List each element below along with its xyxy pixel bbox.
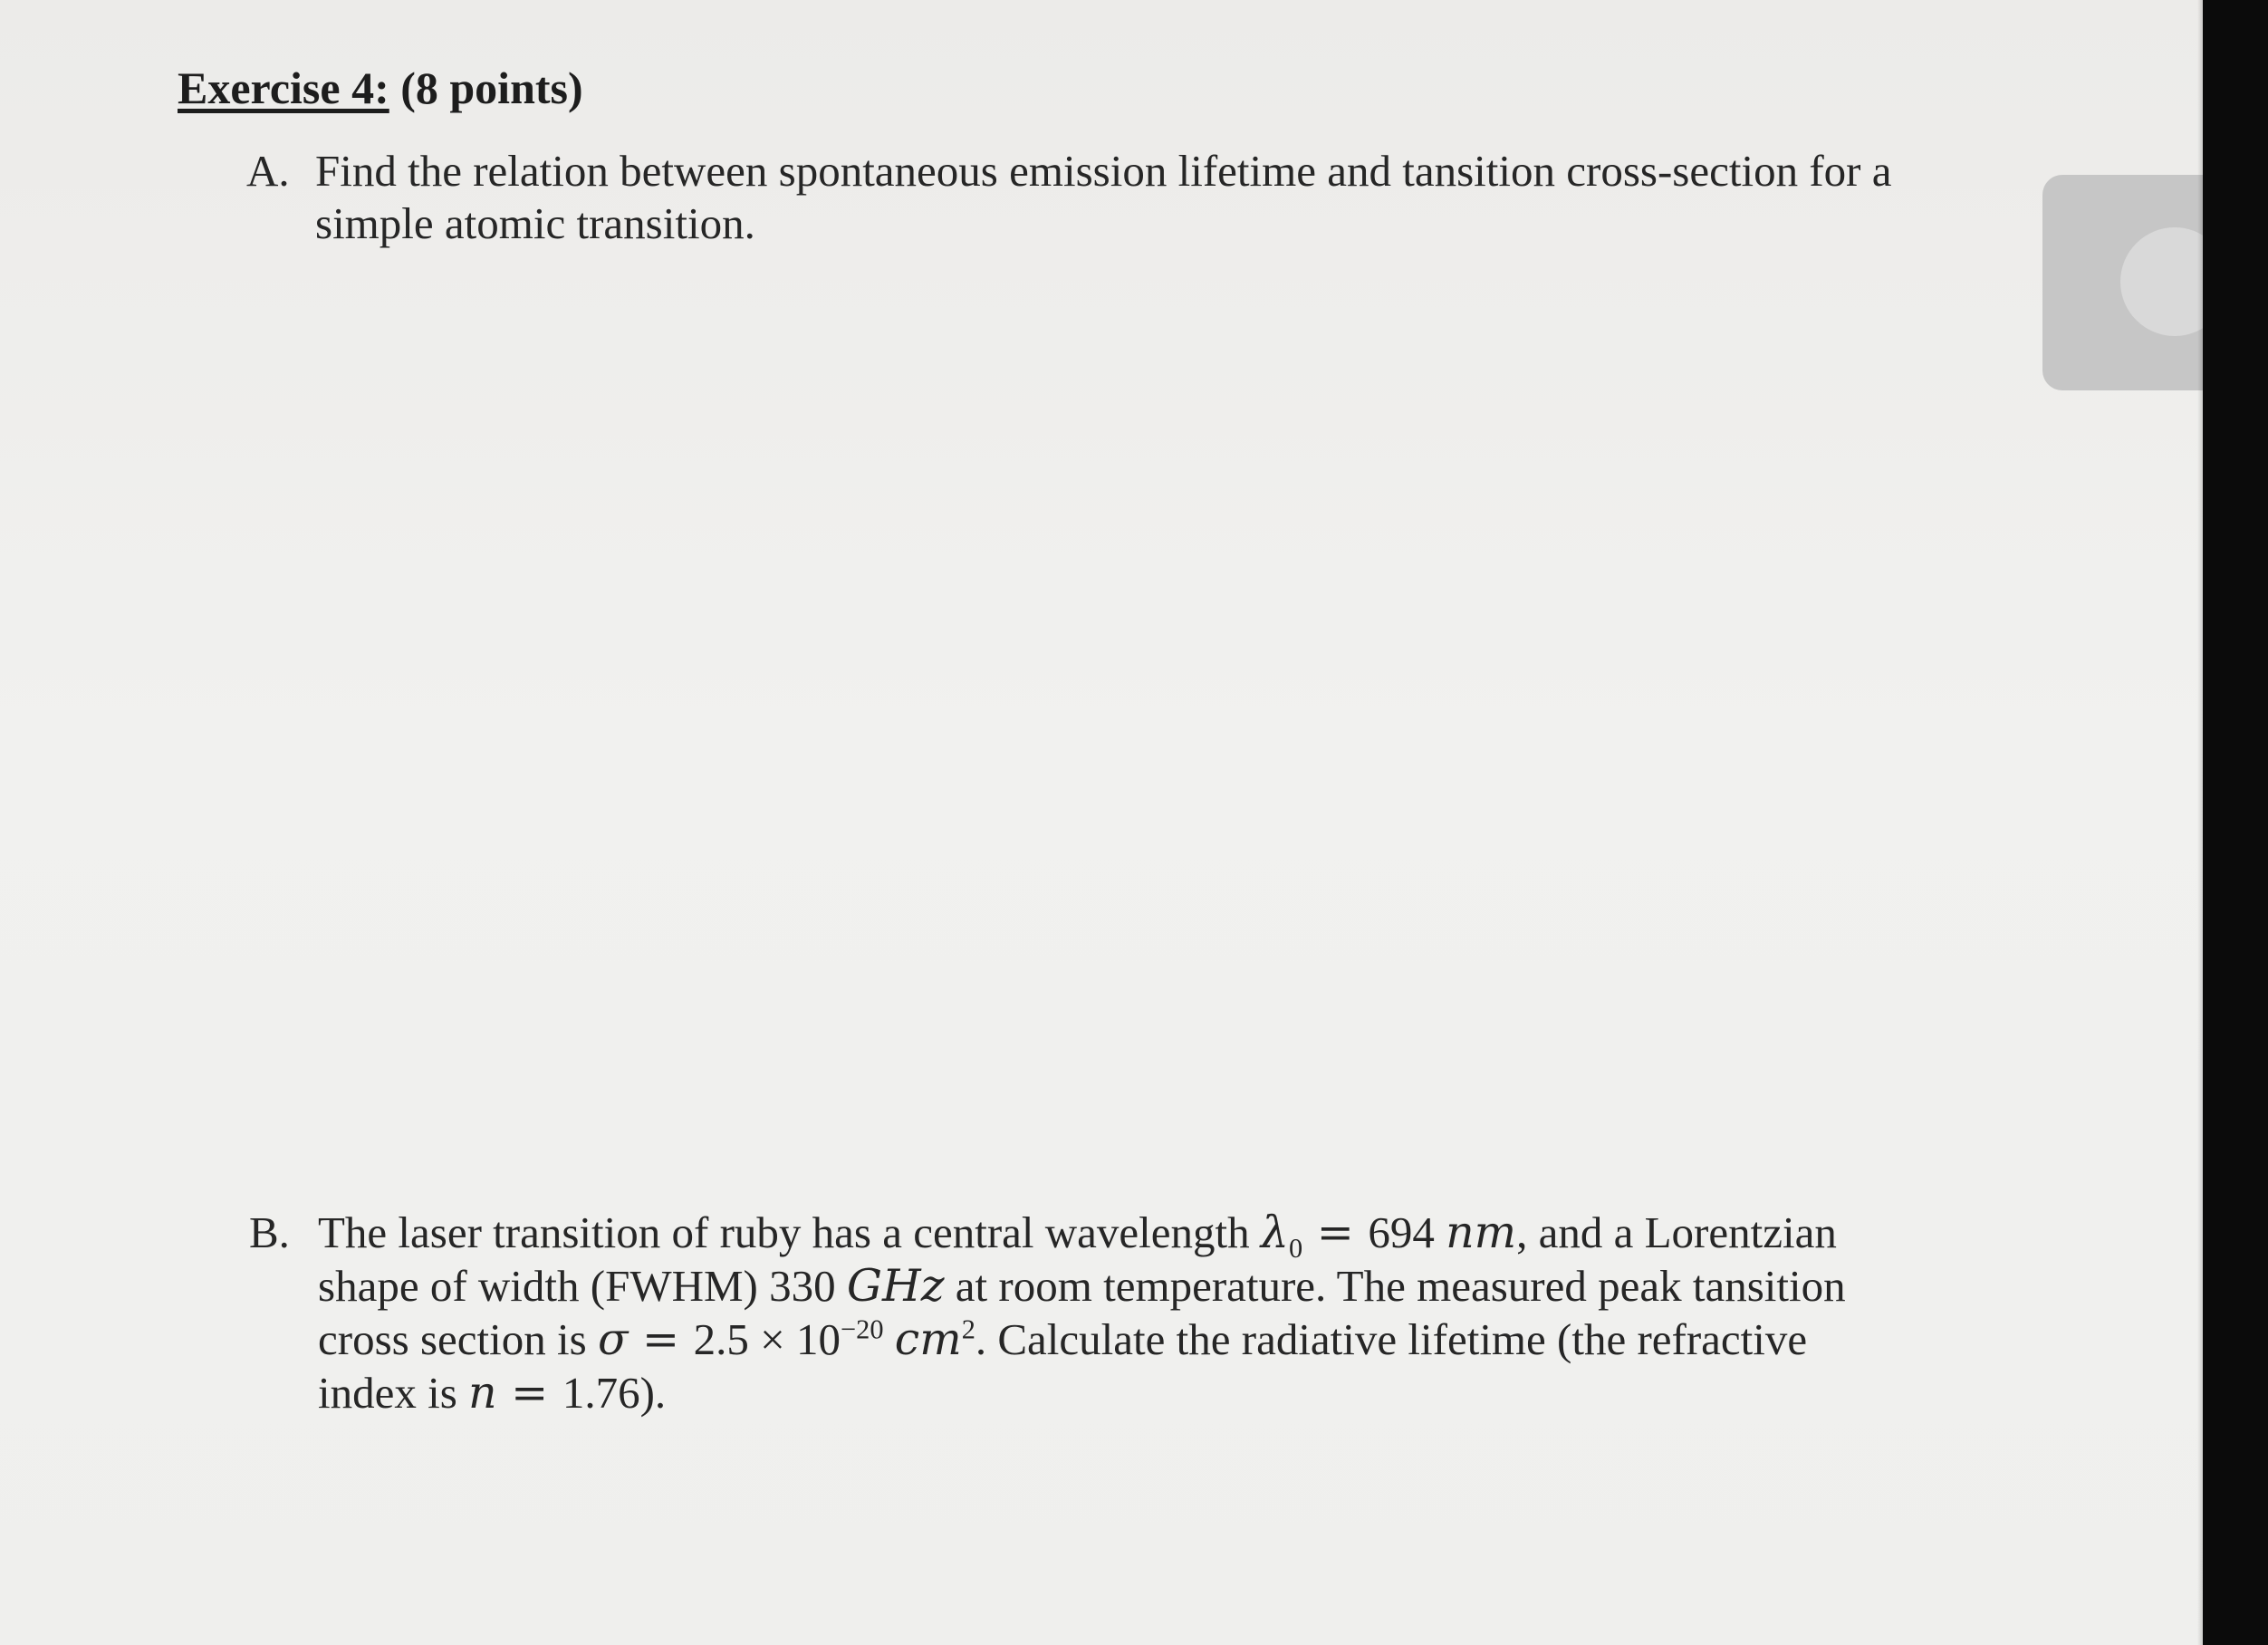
lambda-value: 694 [1368,1207,1435,1257]
lambda-subscript: 0 [1288,1232,1303,1264]
question-b-line-3-tail: . Calculate the radiative lifetime (the refractive [975,1314,1808,1364]
question-b-line-4 [318,1367,1846,1419]
question-b-marker: B. [249,1207,290,1257]
sigma-exponent: −20 [841,1313,884,1345]
question-b-line-3-text: cross section is [318,1314,598,1364]
side-panel-handle[interactable] [2042,175,2224,390]
n-symbol: n [468,1367,497,1419]
question-b-line-1-text: The laser transition of ruby has a central wavelength [318,1207,1261,1257]
sigma-symbol: σ [597,1313,629,1365]
question-b-line-1 [318,1207,1846,1264]
sigma-mantissa: 2.5 × 10 [693,1314,841,1364]
exercise-points: (8 points) [400,63,583,113]
question-b-line-4-tail: ). [639,1368,667,1418]
equals-sign: = [628,1313,694,1365]
n-value: 1.76 [562,1368,640,1418]
area-unit: cm [894,1313,962,1365]
lambda-unit: nm [1446,1207,1517,1258]
question-b [249,1207,1952,1424]
question-b-line-2-tail: at room temperature. The measured peak tansition [944,1261,1846,1311]
question-a [246,145,1949,254]
area-exponent: 2 [961,1313,975,1345]
question-b-line-4-text: index is [318,1368,469,1418]
question-a-line-1: Find the relation between spontaneous emission lifetime and tansition cross-section for a [315,146,1892,196]
question-a-marker: A. [246,146,290,196]
exercise-heading [178,62,583,114]
question-b-line-2 [318,1260,1846,1313]
lambda-symbol: λ [1260,1207,1289,1258]
question-b-line-3 [318,1313,1846,1366]
frequency-unit: GHz [846,1260,945,1312]
question-a-line-2: simple atomic transition. [315,198,755,248]
question-a-text [315,145,1891,250]
question-b-line-2-text: shape of width (FWHM) 330 [318,1261,847,1311]
equals-sign: = [1302,1207,1369,1258]
question-b-line-1-tail: , and a Lorentzian [1516,1207,1837,1257]
exercise-title: Exercise 4: [178,63,389,113]
equals-sign: = [496,1367,562,1419]
screen-bezel [2203,0,2268,1645]
question-b-text [318,1207,1846,1420]
